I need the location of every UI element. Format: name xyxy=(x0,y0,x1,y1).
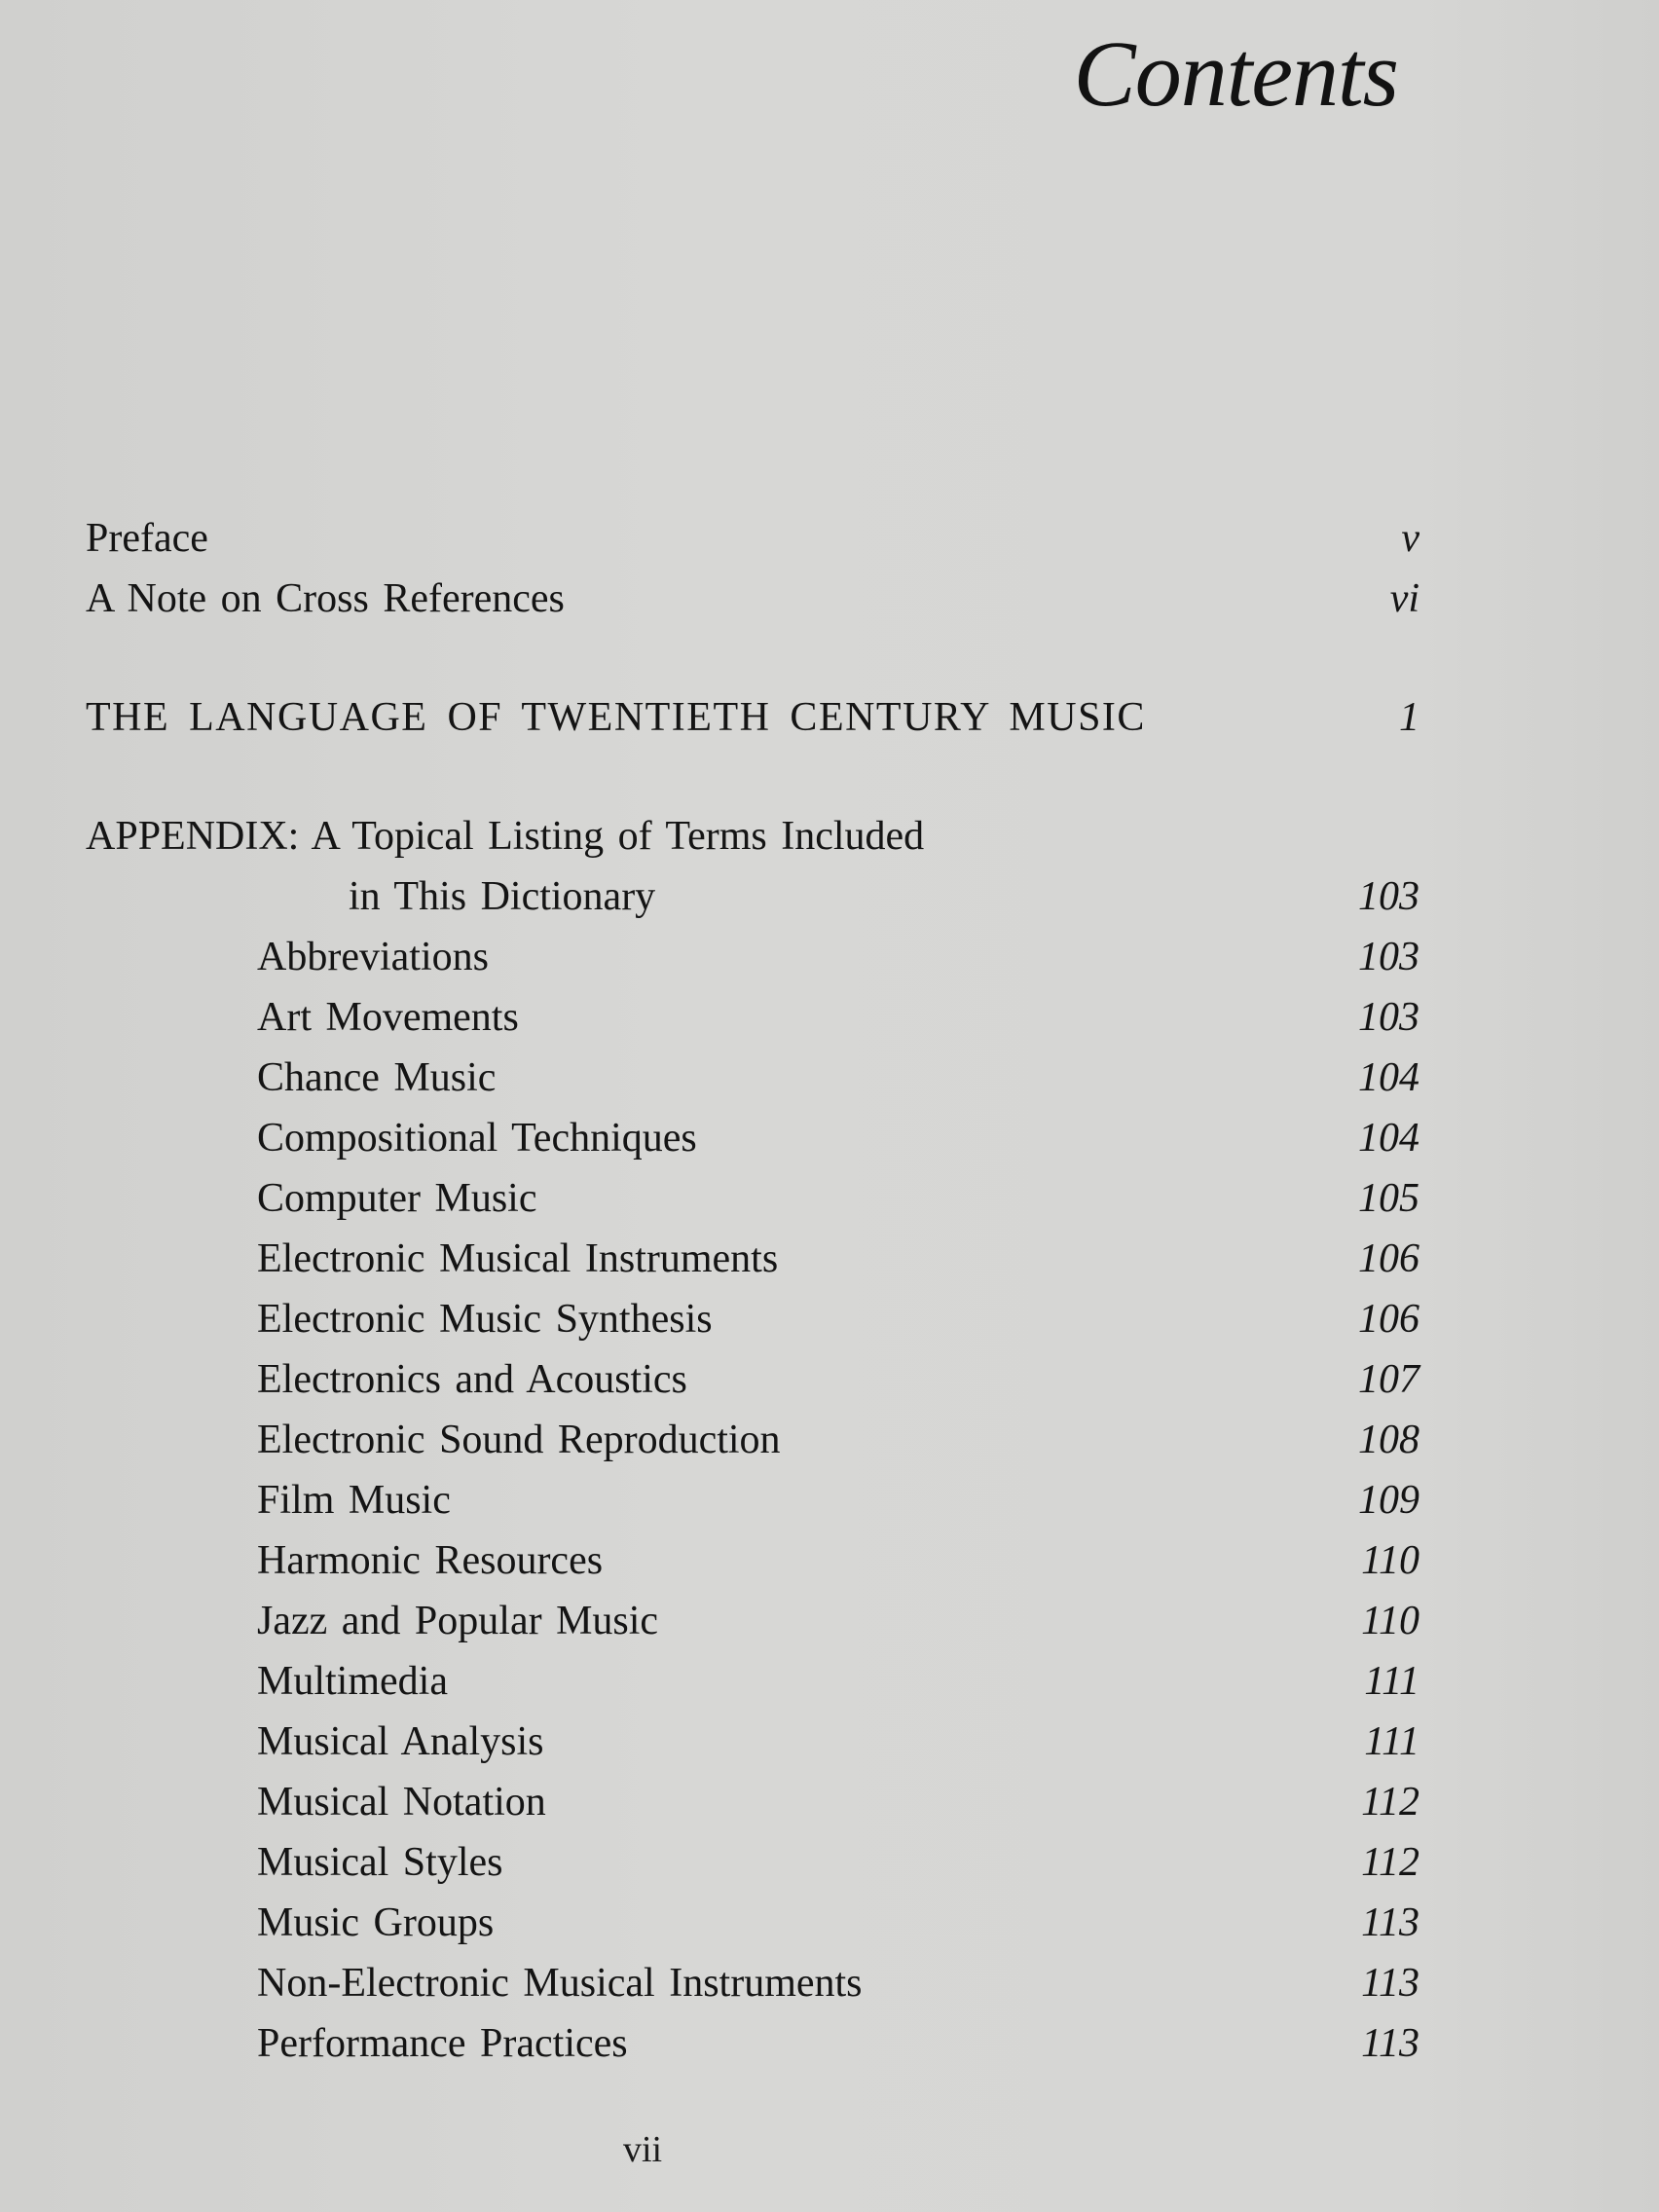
toc-subentry xyxy=(86,1229,1419,1289)
toc-subentry-label: Film Music xyxy=(257,1478,451,1523)
toc-subentry-label: Non-Electronic Musical Instruments xyxy=(257,1961,863,2006)
toc-entry-label: THE LANGUAGE OF TWENTIETH CENTURY MUSIC xyxy=(86,695,1146,740)
toc-subentry-page: 110 xyxy=(1361,1599,1419,1643)
toc-subentry-page: 107 xyxy=(1358,1357,1419,1402)
toc-subentry xyxy=(86,1410,1419,1470)
toc-entry-label: APPENDIX: A Topical Listing of Terms Included xyxy=(86,814,925,859)
toc-subentry-page: 103 xyxy=(1358,935,1419,979)
toc-subentry xyxy=(86,1712,1419,1772)
toc-subentry-label: Electronic Sound Reproduction xyxy=(257,1418,781,1462)
toc-subentry-label: Harmonic Resources xyxy=(257,1538,604,1583)
toc-entry-label: in This Dictionary xyxy=(349,874,656,919)
toc-subentry-page: 113 xyxy=(1361,1961,1419,2006)
toc-subentry xyxy=(86,1591,1419,1651)
toc-subentry xyxy=(86,1349,1419,1410)
toc-subentry-page: 112 xyxy=(1361,1840,1419,1885)
toc-subentry-page: 112 xyxy=(1361,1780,1419,1825)
toc-subentry xyxy=(86,1772,1419,1832)
toc-entry-main-section xyxy=(86,687,1419,748)
toc-subentry xyxy=(86,987,1419,1048)
toc-subentry-page: 111 xyxy=(1364,1719,1419,1764)
toc-subentry-label: Performance Practices xyxy=(257,2021,628,2066)
toc-subentry xyxy=(86,1168,1419,1229)
toc-subentry-label: Electronic Music Synthesis xyxy=(257,1297,713,1342)
toc-subentry xyxy=(86,1048,1419,1108)
toc-subentry-page: 104 xyxy=(1358,1116,1419,1161)
toc-subentry-page: 106 xyxy=(1358,1297,1419,1342)
toc-subentry-page: 104 xyxy=(1358,1055,1419,1100)
toc-subentry-label: Jazz and Popular Music xyxy=(257,1599,659,1643)
toc-subentry xyxy=(86,1893,1419,1953)
toc-subentry-page: 111 xyxy=(1364,1659,1419,1704)
toc-subentry xyxy=(86,1530,1419,1591)
toc-entry-page: 103 xyxy=(1358,874,1419,919)
page-title: Contents xyxy=(1073,21,1398,126)
toc-subentry-page: 103 xyxy=(1358,995,1419,1040)
toc-entry-label: A Note on Cross References xyxy=(86,576,565,621)
toc-entry-cross-references xyxy=(86,569,1419,629)
toc-subentry-page: 110 xyxy=(1361,1538,1419,1583)
toc-subentry-page: 108 xyxy=(1358,1418,1419,1462)
toc-subentry-page: 113 xyxy=(1361,1900,1419,1945)
toc-subentry xyxy=(86,1108,1419,1168)
toc-entry-page: 1 xyxy=(1399,695,1419,740)
toc-subentry xyxy=(86,1470,1419,1530)
toc-subentry-label: Art Movements xyxy=(257,995,519,1040)
toc-subentry-label: Abbreviations xyxy=(257,935,489,979)
table-of-contents xyxy=(86,508,1419,2074)
appendix-item-list xyxy=(86,927,1419,2074)
page-number: vii xyxy=(623,2129,663,2170)
toc-subentry-page: 105 xyxy=(1358,1176,1419,1221)
toc-subentry xyxy=(86,1289,1419,1349)
toc-subentry-page: 109 xyxy=(1358,1478,1419,1523)
toc-entry-page: vi xyxy=(1389,576,1419,621)
toc-subentry-label: Musical Analysis xyxy=(257,1719,544,1764)
toc-subentry xyxy=(86,1832,1419,1893)
toc-subentry-label: Compositional Techniques xyxy=(257,1116,697,1161)
toc-entry-page: v xyxy=(1401,516,1419,561)
toc-subentry-label: Electronics and Acoustics xyxy=(257,1357,687,1402)
toc-subentry xyxy=(86,1953,1419,2013)
toc-subentry-page: 113 xyxy=(1361,2021,1419,2066)
toc-subentry xyxy=(86,927,1419,987)
toc-subentry-label: Music Groups xyxy=(257,1900,495,1945)
toc-subentry-label: Computer Music xyxy=(257,1176,537,1221)
toc-subentry-label: Musical Notation xyxy=(257,1780,546,1825)
toc-entry-appendix xyxy=(86,806,1419,866)
toc-entry-preface xyxy=(86,508,1419,569)
toc-subentry-label: Musical Styles xyxy=(257,1840,503,1885)
toc-subentry xyxy=(86,1651,1419,1712)
toc-subentry-label: Electronic Musical Instruments xyxy=(257,1236,779,1281)
toc-subentry-label: Chance Music xyxy=(257,1055,497,1100)
toc-subentry-label: Multimedia xyxy=(257,1659,448,1704)
toc-subentry-page: 106 xyxy=(1358,1236,1419,1281)
toc-entry-appendix-continued xyxy=(86,866,1419,927)
toc-entry-label: Preface xyxy=(86,516,208,561)
toc-subentry xyxy=(86,2013,1419,2074)
